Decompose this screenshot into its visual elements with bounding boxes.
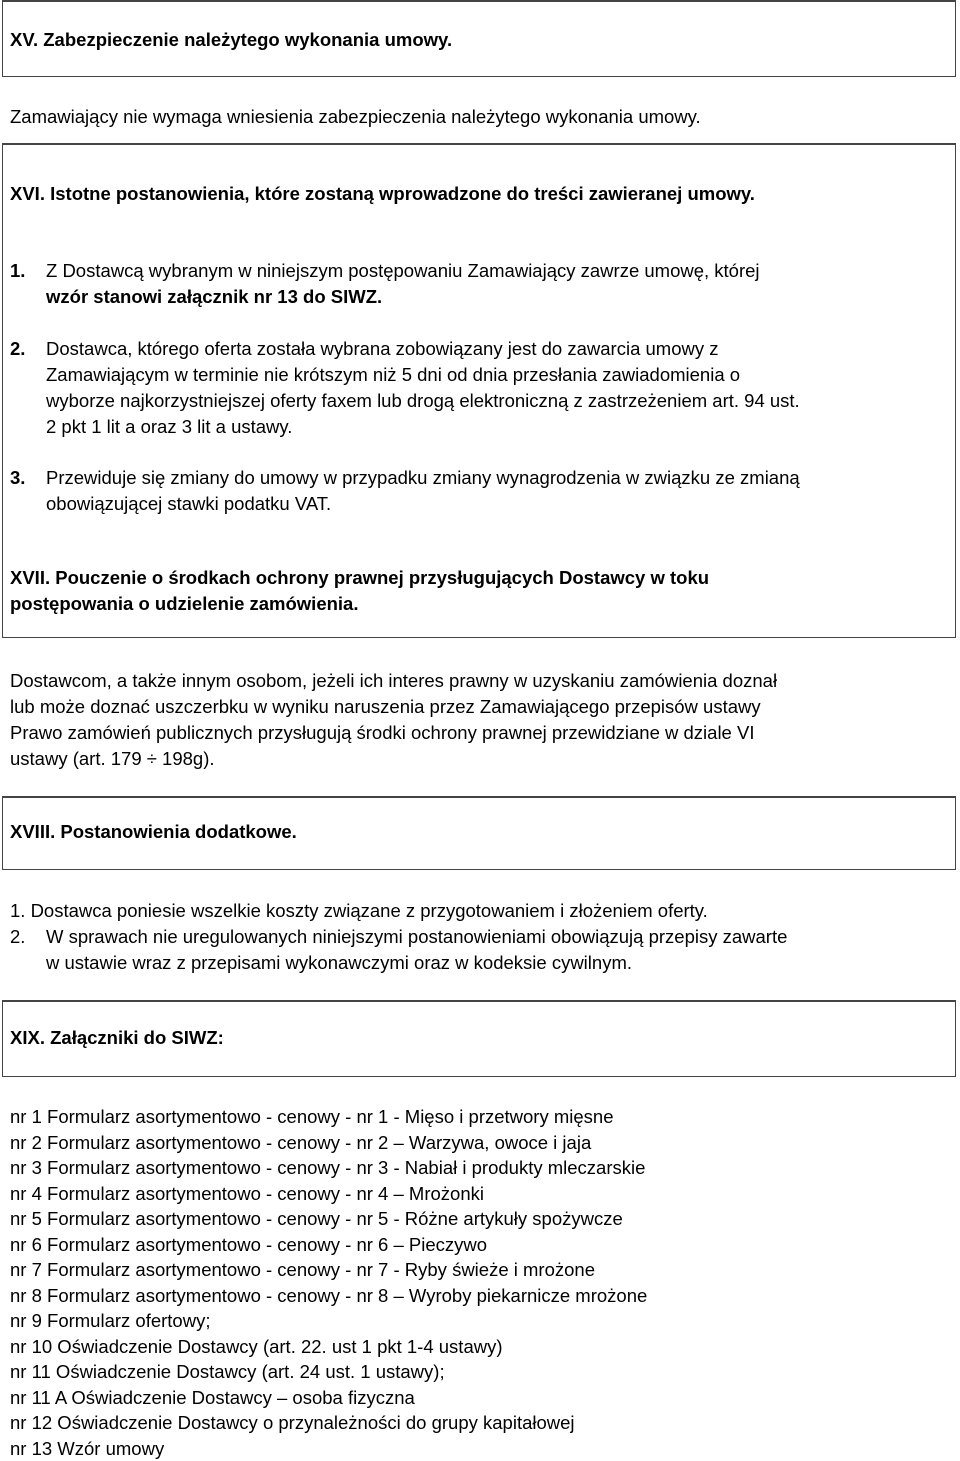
attachments-list [10,1104,647,1461]
list-item: nr 7 Formularz asortymentowo - cenowy - nr 7 - Ryby świeże i mrożone [10,1259,595,1280]
section-xv-text: Zamawiający nie wymaga wniesienia zabezpieczenia należytego wykonania umowy. [10,106,701,127]
xvi-item-3-line-1: Przewiduje się zmiany do umowy w przypadku zmiany wynagrodzenia w związku ze zmianą [46,467,800,488]
xvii-line-1: Dostawcom, a także innym osobom, jeżeli ich interes prawny w uzyskaniu zamówienia doznał [10,670,778,691]
xviii-item-2-line-1: W sprawach nie uregulowanych niniejszymi postanowieniami obowiązują przepisy zawarte [46,926,788,947]
section-xvi-heading: XVI. Istotne postanowienia, które zostaną wprowadzone do treści zawieranej umowy. [10,183,755,204]
xvi-item-1-line-1: Z Dostawcą wybranym w niniejszym postępowaniu Zamawiający zawrze umowę, której [46,260,760,281]
xvi-item-3-number: 3. [10,467,26,488]
xvi-item-3-line-2: obowiązującej stawki podatku VAT. [46,493,332,514]
list-item: nr 6 Formularz asortymentowo - cenowy - nr 6 – Pieczywo [10,1233,488,1255]
xviii-item-2-number: 2. [10,926,26,947]
list-item: nr 5 Formularz asortymentowo - cenowy - nr 5 - Różne artykuły spożywcze [10,1208,623,1229]
xvi-item-1-number: 1. [10,260,26,281]
xvi-item-2-line-2: Zamawiającym w terminie nie krótszym niż 5 dni od dnia przesłania zawiadomienia o [46,364,741,385]
section-xviii-heading: XVIII. Postanowienia dodatkowe. [10,821,297,842]
xvii-line-2: lub może doznać uszczerbku w wyniku naruszenia przez Zamawiającego przepisów ustawy [10,696,761,717]
list-item: nr 10 Oświadczenie Dostawcy (art. 22. ust 1 pkt 1-4 ustawy) [10,1335,503,1357]
xvi-item-2-line-4: 2 pkt 1 lit a oraz 3 lit a ustawy. [46,416,293,437]
list-item: nr 9 Formularz ofertowy; [10,1310,211,1331]
list-item: nr 13 Wzór umowy [10,1437,165,1459]
xviii-item-1: 1. Dostawca poniesie wszelkie koszty związane z przygotowaniem i złożeniem oferty. [10,900,708,921]
list-item: nr 11 A Oświadczenie Dostawcy – osoba fizyczna [10,1386,415,1408]
list-item: nr 12 Oświadczenie Dostawcy o przynależności do grupy kapitałowej [10,1412,575,1433]
xvi-item-1-line-2: wzór stanowi załącznik nr 13 do SIWZ. [46,286,383,307]
xvii-line-3: Prawo zamówień publicznych przysługują środki ochrony prawnej przewidziane w dziale VI [10,722,755,743]
section-xix-heading: XIX. Załączniki do SIWZ: [10,1027,224,1048]
list-item: nr 4 Formularz asortymentowo - cenowy - nr 4 – Mrożonki [10,1182,484,1204]
xvii-line-4: ustawy (art. 179 ÷ 198g). [10,748,215,769]
xviii-item-2-line-2: w ustawie wraz z przepisami wykonawczymi oraz w kodeksie cywilnym. [46,952,632,973]
xvi-item-2-number: 2. [10,338,26,359]
list-item: nr 3 Formularz asortymentowo - cenowy - nr 3 - Nabiał i produkty mleczarskie [10,1157,646,1178]
list-item: nr 2 Formularz asortymentowo - cenowy - nr 2 – Warzywa, owoce i jaja [10,1131,592,1153]
section-xvii-heading-line-2: postępowania o udzielenie zamówienia. [10,593,359,614]
list-item: nr 8 Formularz asortymentowo - cenowy - nr 8 – Wyroby piekarnicze mrożone [10,1284,648,1306]
section-xv-heading: XV. Zabezpieczenie należytego wykonania umowy. [10,29,453,50]
section-xvii-heading-line-1: XVII. Pouczenie o środkach ochrony prawnej przysługujących Dostawcy w toku [10,567,710,588]
xvi-item-2-line-1: Dostawca, którego oferta została wybrana zobowiązany jest do zawarcia umowy z [46,338,719,359]
list-item: nr 11 Oświadczenie Dostawcy (art. 24 ust. 1 ustawy); [10,1361,445,1382]
xvi-item-2-line-3: wyborze najkorzystniejszej oferty faxem lub drogą elektroniczną z zastrzeżeniem art. 94 ust. [46,390,800,411]
list-item: nr 1 Formularz asortymentowo - cenowy - nr 1 - Mięso i przetwory mięsne [10,1106,614,1127]
